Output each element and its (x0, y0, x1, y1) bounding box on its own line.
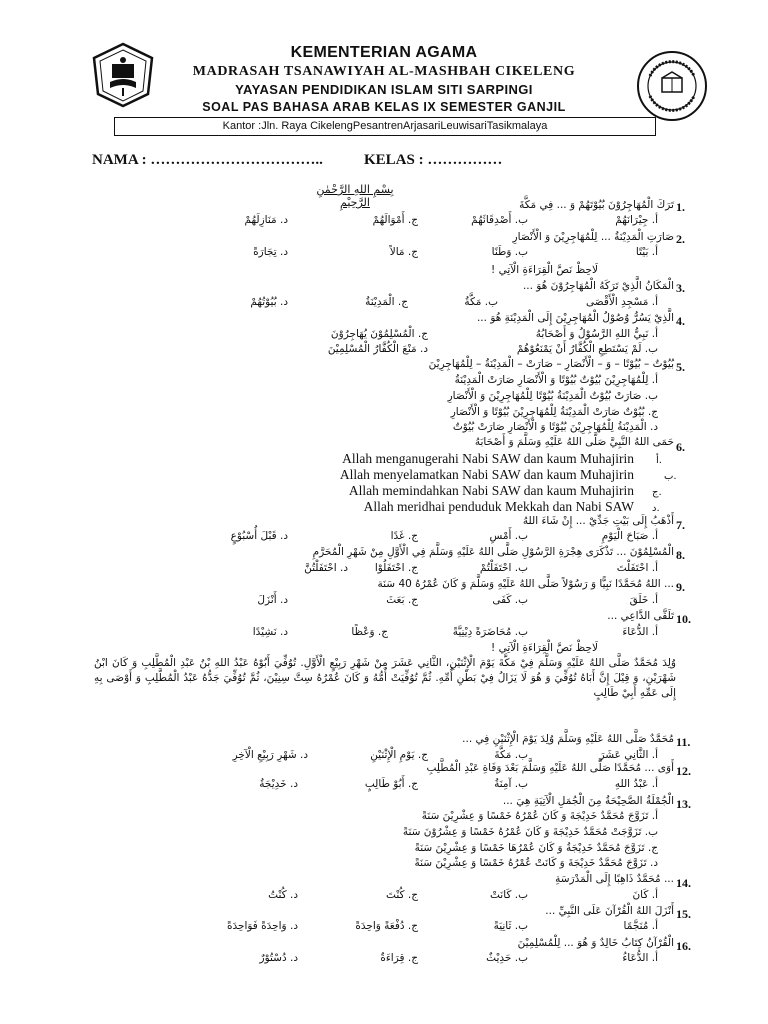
option-letter: د. (649, 421, 658, 433)
q16-option-c[interactable] (380, 952, 418, 964)
exam-title: SOAL PAS BAHASA ARAB KELAS IX SEMESTER GANJIL (202, 100, 566, 114)
q13-option-b[interactable] (403, 826, 658, 838)
option-text: احْتَفَلْتُمْ (479, 562, 512, 574)
option-letter: ج. (407, 952, 418, 964)
option-text: أَنْزَلَ (257, 594, 277, 606)
question-number: 12. (676, 764, 691, 778)
q6-option-d[interactable]: Allah meridhai penduduk Mekkah dan Nabi SAW (363, 499, 634, 514)
q4-option-c[interactable] (331, 328, 428, 340)
q8-option-d[interactable] (304, 562, 348, 574)
q5-option-c[interactable] (451, 406, 658, 418)
option-text: مُحَاضَرَةً دِيْنِيَّةً (452, 626, 512, 638)
option-letter: ج. (647, 406, 658, 418)
option-text: بَعَثَ (386, 594, 405, 606)
question-number: 15. (676, 907, 691, 921)
option-letter: د. (279, 626, 288, 638)
option-letter: أ. (651, 778, 658, 790)
option-letter: ج. (417, 328, 428, 340)
option-text: نَبِيُّ اللهِ الرَّسُوْلُ وَ أَصْحَابُهُ (535, 328, 649, 340)
option-letter: د. (279, 246, 288, 258)
question-5-text: بُيُوْتٌ – بُيُوْتًا – وَ – الْأَنْصَارِ – صَارَتْ – الْمَدِيْنَةُ – لِلْمُهَاجِرِيْنَ (428, 358, 674, 370)
q9-option-a[interactable] (630, 594, 658, 606)
question-number: 14. (676, 876, 691, 890)
option-text: احْتَفَلْتُنَّ (304, 562, 337, 574)
option-letter: ج. (407, 920, 418, 932)
reading-passage: وُلِدَ مُحَمَّدٌ صَلَّى اللهُ عَلَيْهِ وَسَلَّمَ فِيْ مَكَّةَ يَوْمَ الْإِثْنَيْنِ، الثَّانِي عَشَرَ مِنْ شَهْرِ رَبِيْعٍ الْأَوَّلِ. تُوُفِّيَ أَبُوْهُ عَبْدُ اللهِ بْنُ عَبْدِ الْمُطَّلِبِ وَ كَانَ ابْنُ شَهْرَيْنِ، وَ قِيْلَ إِنَّ أَبَاهُ تُوُفِّيَ وَ هُوَ لَا يَزَالُ فِيْ بَطْنِ أُمِّهِ. ثُمَّ تُوُفِّيَتْ أُمُّهُ وَ كَانَ عُمْرُهُ سِتَّ سِنِيْنَ، ثُمَّ تُوُفِّيَ جَدُّهُ عَبْدُ الْمُطَّلِبِ وَ أَوْصَى بِهِ إِلَى عَمِّهِ أَبِيْ طَالِبٍ (94, 657, 676, 699)
question-number: 11. (676, 735, 691, 749)
option-letter: أ. (651, 328, 658, 340)
option-text: أَمْسِ (489, 530, 512, 542)
option-letter: ج. (652, 487, 662, 498)
option-letter: ب. (514, 920, 528, 932)
option-text: مَسْجِدِ الْأَقْصَى (585, 296, 649, 308)
question-number: 3. (676, 281, 685, 295)
option-text: وَطَنًا (491, 246, 512, 258)
question-15-text: أَنْزَلَ اللهُ الْقُرْآنَ عَلَى النَّبِيِّ ... (545, 905, 674, 917)
q15-option-d[interactable] (227, 920, 298, 932)
option-letter: ب. (664, 471, 677, 482)
option-text: الْمَدِيْنَةُ (365, 296, 395, 308)
option-letter: د. (279, 214, 288, 226)
question-number: 9. (676, 580, 685, 594)
question-16-text: الْقُرْآنُ كِتَابُ خَالِدٌ وَ هُوَ ... لِلْمُسْلِمِيْنَ (517, 937, 674, 949)
option-letter: أ. (651, 530, 658, 542)
option-text: الْمَدِيْنَةُ لِلْمُهَاجِرِيْنَ بُيُوْتًا وَ الْأَنْصَارِ صَارَتْ بُيُوْتٌ (452, 421, 647, 433)
q13-option-d[interactable] (414, 857, 658, 869)
option-text: لَمْ يَسْتَطِعِ الْكُفَّارُ أَنْ يَمْنَعُوْهُمْ (516, 343, 642, 355)
q1-option-b[interactable] (471, 214, 528, 226)
option-text: آمِنَةُ (494, 778, 512, 790)
option-letter: أ. (651, 246, 658, 258)
question-9-text: ... اللهُ مُحَمَّدًا نَبِيًّا وَ رَسُوْلاً صَلَّى اللهُ عَلَيْهِ وَسَلَّمَ وَ كَانَ عُمْرُهُ 40 سَنَة (377, 578, 674, 590)
option-letter: ج. (377, 626, 388, 638)
option-text: احْتَفَلُوْا (374, 562, 405, 574)
option-letter: د. (339, 562, 348, 574)
option-letter: ج. (407, 246, 418, 258)
option-text: لِلْمُهَاجِرِيْنَ بُيُوْتٌ بُيُوْتًا وَ الْأَنْصَارِ صَارَتْ الْمَدِيْنَةُ (454, 374, 649, 386)
option-letter: ب. (514, 778, 528, 790)
option-text: قِرَاءَةٌ (380, 952, 405, 964)
option-letter: أ. (651, 749, 658, 761)
option-text: مَنَازِلَهُمْ (244, 214, 277, 226)
q11-option-d[interactable] (233, 749, 308, 761)
q7-option-c[interactable] (391, 530, 418, 542)
q12-option-a[interactable] (615, 778, 658, 790)
option-letter: ج. (407, 214, 418, 226)
option-text: شَهْرِ رَبِيْعِ الْآخِرِ (232, 749, 297, 761)
option-letter: ب. (484, 296, 498, 308)
q2-option-a[interactable] (636, 246, 658, 258)
q10-option-d[interactable] (253, 626, 288, 638)
option-letter: ب. (644, 343, 658, 355)
q9-option-b[interactable] (492, 594, 528, 606)
question-number: 10. (676, 612, 691, 626)
q4-option-b[interactable] (517, 343, 658, 355)
option-text: كَانَ (632, 889, 649, 901)
q14-option-a[interactable] (632, 889, 658, 901)
question-6-text: حَمَى اللهُ النَّبِيَّ صَلَّى اللهُ عَلَيْهِ وَسَلَّمَ وَ أَصْحَابَهُ (474, 436, 674, 448)
q13-option-a[interactable] (422, 810, 658, 822)
q8-option-c[interactable] (375, 562, 418, 574)
option-letter: أ. (651, 296, 658, 308)
class-field[interactable]: KELAS : …………… (364, 152, 503, 168)
question-3-text: الْمَكَانُ الَّذِيْ تَرَكَهُ الْمُهَاجِرُوْنَ هُوَ ... (522, 280, 674, 292)
option-letter: د. (649, 857, 658, 869)
question-number: 6. (676, 440, 685, 454)
option-letter: د. (299, 749, 308, 761)
option-text: مَكَّةَ (494, 749, 512, 761)
option-text: صَبَاحَ الْيَوْمِ (601, 530, 649, 542)
option-letter: ب. (514, 246, 528, 258)
q3-option-c[interactable] (365, 296, 408, 308)
option-text: غَدًا (390, 530, 405, 542)
q9-option-c[interactable] (386, 594, 418, 606)
q5-option-a[interactable] (455, 374, 658, 386)
q5-option-d[interactable] (453, 421, 658, 433)
foundation-name: YAYASAN PENDIDIKAN ISLAM SITI SARPINGI (235, 82, 533, 97)
q1-option-a[interactable] (615, 214, 658, 226)
question-8-text: الْمُسْلِمُوْنَ ... تَذْكَرَى هِجْرَةِ الرَّسُوْلِ صَلَّى اللهُ عَلَيْهِ وَسَلَّمَ فِي الْأَوَّلِ مِنْ شَهْرِ الْمُحَرَّمِ (312, 546, 674, 558)
option-letter: أ. (651, 920, 658, 932)
option-text: كُنْتُ (268, 889, 287, 901)
option-text: أَمْوَالَهُمْ (372, 214, 405, 226)
option-letter: ب. (514, 952, 528, 964)
question-7-text: أَذْهَبُ إِلَى بَيْتِ جَدِّيْ ... إِنْ شَاءَ اللهُ (522, 515, 674, 527)
q16-option-b[interactable] (486, 952, 528, 964)
option-letter: ج. (407, 562, 418, 574)
option-letter: د. (279, 530, 288, 542)
q2-option-d[interactable] (253, 246, 288, 258)
option-letter: أ. (651, 626, 658, 638)
question-11-text: مُحَمَّدٌ صَلَّى اللهُ عَلَيْهِ وَسَلَّمَ وُلِدَ يَوْمَ الْإِثْنَيْنِ فِي ... (462, 733, 674, 745)
q15-option-b[interactable] (494, 920, 528, 932)
option-letter: د. (289, 778, 298, 790)
option-letter: ج. (397, 296, 408, 308)
question-12-text: أَوَى ... مُحَمَّدًا صَلَّى اللهُ عَلَيْهِ وَسَلَّمَ بَعْدَ وَفَاةِ عَبْدِ الْمُطَّلِبِ (426, 762, 674, 774)
option-letter: أ. (651, 374, 658, 386)
option-text: أَصْدِقَائَهُمْ (471, 214, 512, 226)
option-letter: ب. (514, 626, 528, 638)
option-letter: د. (289, 920, 298, 932)
q12-option-c[interactable] (365, 778, 418, 790)
option-letter: د. (289, 889, 298, 901)
question-number: 5. (676, 360, 685, 374)
option-text: مُنَجَّمًا (623, 920, 649, 932)
q14-option-d[interactable] (268, 889, 298, 901)
q9-option-d[interactable] (257, 594, 288, 606)
q12-option-b[interactable] (494, 778, 528, 790)
q7-option-b[interactable] (489, 530, 528, 542)
q11-option-b[interactable] (494, 749, 528, 761)
option-letter: ج. (407, 778, 418, 790)
option-letter: د. (279, 296, 288, 308)
option-letter: ج. (407, 889, 418, 901)
option-letter: د. (419, 343, 428, 355)
option-letter: ب. (644, 390, 658, 402)
school-name: MADRASAH TSANAWIYAH AL-MASHBAH CIKELENG (192, 64, 576, 79)
option-text: جِيْرَانَهُمْ (615, 214, 649, 226)
option-text: عَبْدُ اللهِ (614, 778, 649, 790)
option-text: دُسْتُوْرٌ (259, 952, 287, 964)
q7-option-d[interactable] (231, 530, 288, 542)
option-text: الدُّعَاءَ (622, 626, 649, 638)
option-text: تِجَارَةً (253, 246, 277, 258)
option-text: خَدِيْجَةُ (259, 778, 287, 790)
option-text: وَعْظًا (351, 626, 375, 638)
ministry-title: KEMENTERIAN AGAMA (290, 44, 478, 61)
question-2-text: صَارَتِ الْمَدِيْنَةُ ... لِلْمُهَاجِرِيْنَ وَ الْأَنْصَارِ (512, 231, 674, 243)
address-box: Kantor :Jln. Raya CikelengPesantrenArjasariLeuwisariTasikmalaya (114, 117, 656, 136)
option-letter: ج. (417, 749, 428, 761)
option-letter: ب. (514, 594, 528, 606)
option-text: تَزَوَّجَتْ مُحَمَّدٌ خَدِيْجَةَ وَ كَانَ عُمْرُهُ خَمْسًا وَ عِشْرُوْنَ سَنَةً (402, 826, 642, 838)
question-13-text: الْجُمْلَةُ الصَّحِيْحَةُ مِنَ الْجُمَلِ الْآتِيَةِ هِيَ ... (502, 795, 674, 807)
question-number: 2. (676, 232, 685, 246)
reading-instruction: لَاحِظْ نَصَّ الْقِرَاءَةِ الْآتِي ! (491, 264, 598, 276)
question-14-text: ... مُحَمَّدٌ ذَاهِبًا إِلَى الْمَدْرَسَةِ (555, 873, 674, 885)
question-number: 8. (676, 548, 685, 562)
option-text: يَوْمِ الْإِثْنَيْنِ (370, 749, 415, 761)
option-letter: أ. (651, 214, 658, 226)
q15-option-c[interactable] (355, 920, 418, 932)
option-letter: ب. (514, 889, 528, 901)
q12-option-d[interactable] (259, 778, 298, 790)
q1-option-c[interactable] (373, 214, 418, 226)
option-letter: أ. (651, 952, 658, 964)
option-letter: أ. (651, 889, 658, 901)
option-text: بُيُوْتٌ صَارَتْ الْمَدِيْنَةُ لِلْمُهَاجِرِيْنَ بُيُوْتًا وَ الْأَنْصَارِ (450, 406, 645, 418)
question-1-text: تَرَكَ الْمُهَاجِرُوْنَ بُيُوْتَهُمْ وَ ... فِي مَكَّةَ (519, 199, 674, 211)
question-number: 13. (676, 797, 691, 811)
option-text: أَبُوْ طَالِبٍ (364, 778, 405, 790)
q13-option-c[interactable] (415, 842, 658, 854)
q2-option-b[interactable] (492, 246, 528, 258)
q3-option-b[interactable] (464, 296, 498, 308)
option-letter: ج. (407, 594, 418, 606)
option-text: الدُّعَاءُ (622, 952, 649, 964)
option-text: بَيْتًا (635, 246, 649, 258)
q11-option-c[interactable] (370, 749, 428, 761)
q8-option-a[interactable] (617, 562, 658, 574)
question-4-text: الَّذِيْ يَسُرُّ وُصُوْلُ الْمُهَاجِرِيْنَ إِلَى الْمَدِيْنَةِ هُوَ ... (476, 312, 674, 324)
q10-option-c[interactable] (351, 626, 388, 638)
q10-option-a[interactable] (622, 626, 658, 638)
q3-option-a[interactable] (586, 296, 658, 308)
option-letter: ب. (514, 214, 528, 226)
q15-option-a[interactable] (624, 920, 658, 932)
option-letter: ب. (644, 826, 658, 838)
q6-option-c[interactable]: Allah memindahkan Nabi SAW dan kaum Muhajirin (348, 483, 634, 498)
question-number: 7. (676, 518, 685, 532)
option-letter: أ. (651, 594, 658, 606)
option-text: تَزَوَّجَ مُحَمَّدٌ خَدِيْجَةَ وَ كَانَتْ عُمْرُهُ خَمْسًا وَ عِشْرِيْنَ سَنَةً (414, 857, 647, 869)
option-text: حَدِيْثٌ (486, 952, 512, 964)
option-letter: د. (289, 952, 298, 964)
q3-option-d[interactable] (250, 296, 288, 308)
option-letter: أ. (651, 562, 658, 574)
q5-option-b[interactable] (448, 390, 658, 402)
option-text: احْتَفَلْتَ (616, 562, 649, 574)
question-10-text: تَلَقَّى الدَّاعِي ... (607, 610, 674, 622)
option-letter: ج. (407, 530, 418, 542)
option-text: كَانَتْ (489, 889, 512, 901)
option-text: ثَانِيَةً (493, 920, 512, 932)
option-text: بُيُوْتُهُمْ (250, 296, 277, 308)
option-text: كَفَى (492, 594, 512, 606)
q2-option-c[interactable] (390, 246, 418, 258)
option-text: الثَّانِي عَشَرَ (599, 749, 649, 761)
q8-option-b[interactable] (480, 562, 528, 574)
option-letter: ج. (647, 842, 658, 854)
q16-option-d[interactable] (260, 952, 299, 964)
q14-option-c[interactable] (386, 889, 418, 901)
option-text: صَارَتْ بُيُوْتٌ الْمَدِيْنَةُ بُيُوْتًا لِلْمُهَاجِرِيْنَ وَ الْأَنْصَارِ (447, 390, 642, 402)
option-letter: أ. (656, 455, 662, 466)
option-text: الْمُسْلِمُوْنَ يُهَاجِرُوْنَ (330, 328, 415, 340)
option-text: دُفْعَةً وَاحِدَةً (355, 920, 405, 932)
question-number: 1. (676, 200, 685, 214)
basmala: بِسْمِ اللهِ الرَّحْمٰنِ الرَّحِيْمِ (316, 183, 394, 209)
q7-option-a[interactable] (602, 530, 658, 542)
option-text: وَاحِدَةً فَوَاحِدَةً (226, 920, 287, 932)
q14-option-b[interactable] (490, 889, 528, 901)
option-text: تَزَوَّجَ مُحَمَّدٌ خَدِيْجَةُ وَ كَانَ عُمْرُهَا خَمْسًا وَ عِشْرِيْنَ سَنَةً (414, 842, 645, 854)
option-letter: ب. (514, 562, 528, 574)
option-text: تَزَوَّجَ مُحَمَّدٌ خَدِيْجَةَ وَ كَانَ عُمْرُهُ خَمْسًا وَ عِشْرِيْنَ سَنَةً (421, 810, 649, 822)
question-number: 4. (676, 314, 685, 328)
option-text: نَشِيْدًا (252, 626, 277, 638)
q6-option-b[interactable]: Allah menyelamatkan Nabi SAW dan kaum Muhajirin (339, 467, 634, 482)
q10-option-b[interactable] (453, 626, 528, 638)
option-letter: ب. (514, 749, 528, 761)
option-letter: أ. (651, 810, 658, 822)
option-letter: د. (652, 503, 660, 514)
q16-option-a[interactable] (622, 952, 658, 964)
option-letter: د. (279, 594, 288, 606)
option-text: مَنْعَ الْكُفَّارُ الْمُسْلِمِيْنَ (327, 343, 417, 355)
option-letter: ب. (514, 530, 528, 542)
option-text: خَلَقَ (629, 594, 649, 606)
question-number: 16. (676, 939, 691, 953)
name-field[interactable]: NAMA : …………………………….. (92, 152, 323, 168)
q1-option-d[interactable] (245, 214, 288, 226)
q11-option-a[interactable] (599, 749, 658, 761)
q6-option-a[interactable]: Allah menganugerahi Nabi SAW dan kaum Muhajirin (342, 451, 634, 466)
option-text: مَكَّةُ (464, 296, 482, 308)
option-text: كُنْتَ (386, 889, 405, 901)
q4-option-a[interactable] (536, 328, 658, 340)
option-text: مَالاً (389, 246, 405, 258)
reading-instruction: لَاحِظْ نَصَّ الْقِرَاءَةِ الْآتِي ! (491, 642, 598, 654)
q4-option-d[interactable] (328, 343, 428, 355)
option-text: قَبْلَ أُسْبُوْعٍ (230, 530, 277, 542)
